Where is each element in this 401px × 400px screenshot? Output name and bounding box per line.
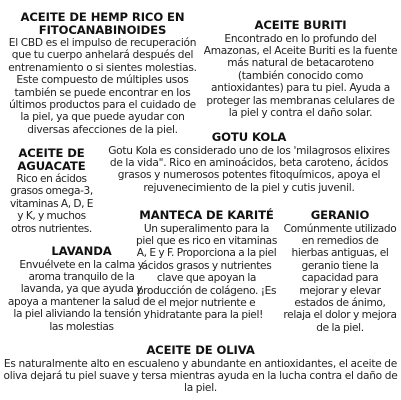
section-lavender: [6, 245, 157, 333]
section-buriti-oil: [203, 19, 398, 119]
section-hemp-oil: [6, 11, 199, 136]
section-title: ACEITE DE AGUACATE: [17, 146, 86, 173]
section-body: Gotu Kola es considerado uno de los 'milagrosos elixires de la vida". Rico en aminoácidos, beta caroteno, ácidos grasos y numerosos potentes fitoquímicos, apoya el rejuvenecimiento de la piel y cutis juvenil.: [108, 144, 390, 194]
section-gotu-kola: [104, 131, 394, 194]
section-body: Un superalimento para la piel que es rico en vitaminas A, E y F. Proporciona a la piel ácidos grasos y nutrientes clave que apoyan la producción de colágeno. ¡Es el mejor nutriente e hidratante para la piel!: [136, 222, 277, 322]
section-body: Comúnmente utilizado en remedios de hierbas antiguas, el geranio tiene la capacidad para mejorar y elevar estados de ánimo, relaja el dolor y mejora de la piel.: [283, 222, 397, 334]
section-title: ACEITE BURITI: [254, 18, 347, 32]
section-title: ACEITE DE OLIVA: [146, 343, 255, 357]
section-body: Rico en ácidos grasos omega-3, vitaminas A, D, E y K, y muchos otros nutrientes.: [9, 173, 94, 235]
section-body: Envuélvete en la calma y aroma tranquilo de la lavanda, ya que ayuda y apoya a mantener la salud de la piel aliviando la tensión y las molestias: [7, 258, 156, 333]
section-olive-oil: [2, 344, 399, 395]
section-avocado-oil: [6, 147, 97, 235]
section-title: ACEITE DE HEMP RICO EN FITOCANABINOIDES: [20, 10, 185, 37]
section-title: LAVANDA: [51, 244, 112, 258]
section-title: GERANIO: [310, 208, 370, 222]
section-geranium: [282, 209, 398, 334]
section-shea-butter: [136, 209, 277, 322]
section-body: Encontrado en lo profundo del Amazonas, el Aceite Buriti es la fuente más natural de betacaroteno (también conocido como antioxidantes) para tu piel. Ayuda a proteger las membranas celulares de la piel y contra el daño solar.: [203, 32, 398, 119]
section-title: MANTECA DE KARITÉ: [139, 208, 274, 222]
section-title: GOTU KOLA: [211, 130, 287, 144]
section-body: El CBD es el impulso de recuperación que tu cuerpo anhelará después del entrenamiento o si sientes molestias. Este compuesto de múltiples usos también se puede encontrar en los últimos productos para el cuidado de la piel, ya que puede ayudar con diversas afecciones de la piel.: [8, 37, 197, 136]
section-body: Es naturalmente alto en escualeno y abundante en antioxidantes, el aceite de oliva dejará tu piel suave y tersa mientras ayuda en la lucha contra el daño de la piel.: [3, 357, 398, 395]
